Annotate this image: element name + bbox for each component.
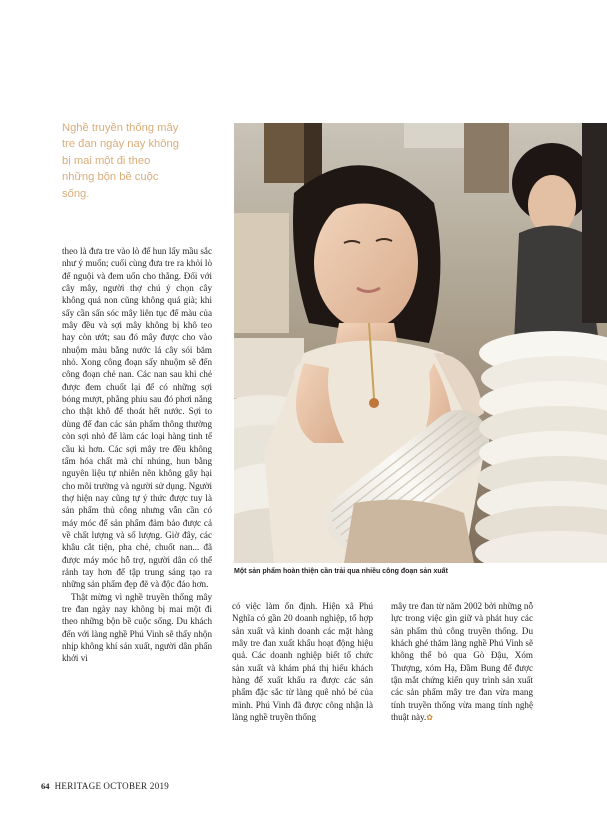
page-footer — [41, 781, 169, 791]
text-column-1 — [62, 245, 212, 665]
paragraph: có việc làm ổn định. Hiện xã Phú Nghĩa có gần 20 doanh nghiệp, tổ hợp sản xuất và kinh doanh các mặt hàng mây tre đan xuất khẩu hoạt động hiệu quả. Các doanh nghiệp biết tổ chức sản xuất và khám phá thị hiếu khách hàng để xuất khẩu ra được các sản phẩm đặc sắc từ làng quê nhỏ bé của mình. Phú Vinh đã được công nhận là làng nghề truyền thống — [232, 601, 373, 723]
page-number: 64 — [41, 781, 50, 791]
end-mark-icon: ✿ — [426, 713, 433, 723]
pull-quote: Nghề truyền thống mây tre đan ngày nay không bị mai một đi theo những bộn bề cuộc sống. — [62, 122, 179, 200]
magazine-name: HERITAGE — [54, 781, 102, 791]
issue-date: OCTOBER 2019 — [103, 781, 170, 791]
paragraph: theo là đưa tre vào lò để hun lấy mầu sắc như ý muốn; cuối cùng đưa tre ra khỏi lò để nguội và đem uốn cho thẳng. Đối với cây mây, người thợ chú ý chọn cây không quá non cũng không quá già; khi sấy cần sấn sóc mây liên tục để màu của mây đều và sợi mây không bị khô teo hay còn ướt; sau đó mây được cho vào nhuộm màu bằng nước lá cây sói băm nhỏ. Xong công đoạn sấy nhuộm sẽ đến công đoạn chẻ nan. Các nan sau khi chẻ được đem chuốt lại để có những sợi bóng mượt, phẳng phiu sau đó phơi nắng cho thật khô để thoát hết nước. Sợi to dùng để đan các sản phẩm thông thường còn sợi nhỏ để làm các loại hàng tinh tế cầu kì hơn. Các sợi mây tre đều không tẩm hóa chất mà chỉ nhúng, hun bằng nguyên liệu tự nhiên nên không gây hại cho môi trường và người sử dụng. Người thợ hiện nay cũng tự ý thức được tuy là sản phẩm thủ công nhưng vẫn cần có máy móc để sản phẩm đảm bảo được cả về chất lượng và số lượng. Giờ đây, các khâu cắt tiện, pha chẻ, chuốt nan... đã được máy móc hỗ trợ, người dân có thể rảnh tay hơn để tập trung sáng tạo ra những sản phẩm đẹp đẽ và độc đáo hơn. — [62, 246, 212, 590]
text-column-2 — [232, 600, 373, 723]
paragraph-text: mây tre đan từ năm 2002 bởi những nỗ lực trong việc gìn giữ và phát huy các sản phẩm thủ công truyền thống. Du khách ghé thăm làng nghề Phú Vinh sẽ không thể bỏ qua Gò Đậu, Xóm Thượng, xóm Hạ, Đầm Bung để được tận mắt chứng kiến quy trình sản xuất các sản phẩm mây tre đan vừa mang tính truyền thống vừa mang tính nghệ thuật này. — [391, 601, 533, 723]
photo-caption: Một sản phẩm hoàn thiện cần trải qua nhiều công đoạn sản xuất — [234, 568, 448, 575]
paragraph: Thật mừng vì nghề truyền thống mây tre đan ngày nay không bị mai một đi theo những bộn bề cuộc sống. Du khách đến với làng nghề Phú Vinh sẽ thấy nhộn nhịp không khí sản xuất, người dân phấn khởi vì — [62, 591, 212, 664]
text-column-3 — [391, 600, 533, 724]
photo-woman-weaving-rattan — [234, 123, 607, 563]
paragraph — [391, 600, 533, 724]
